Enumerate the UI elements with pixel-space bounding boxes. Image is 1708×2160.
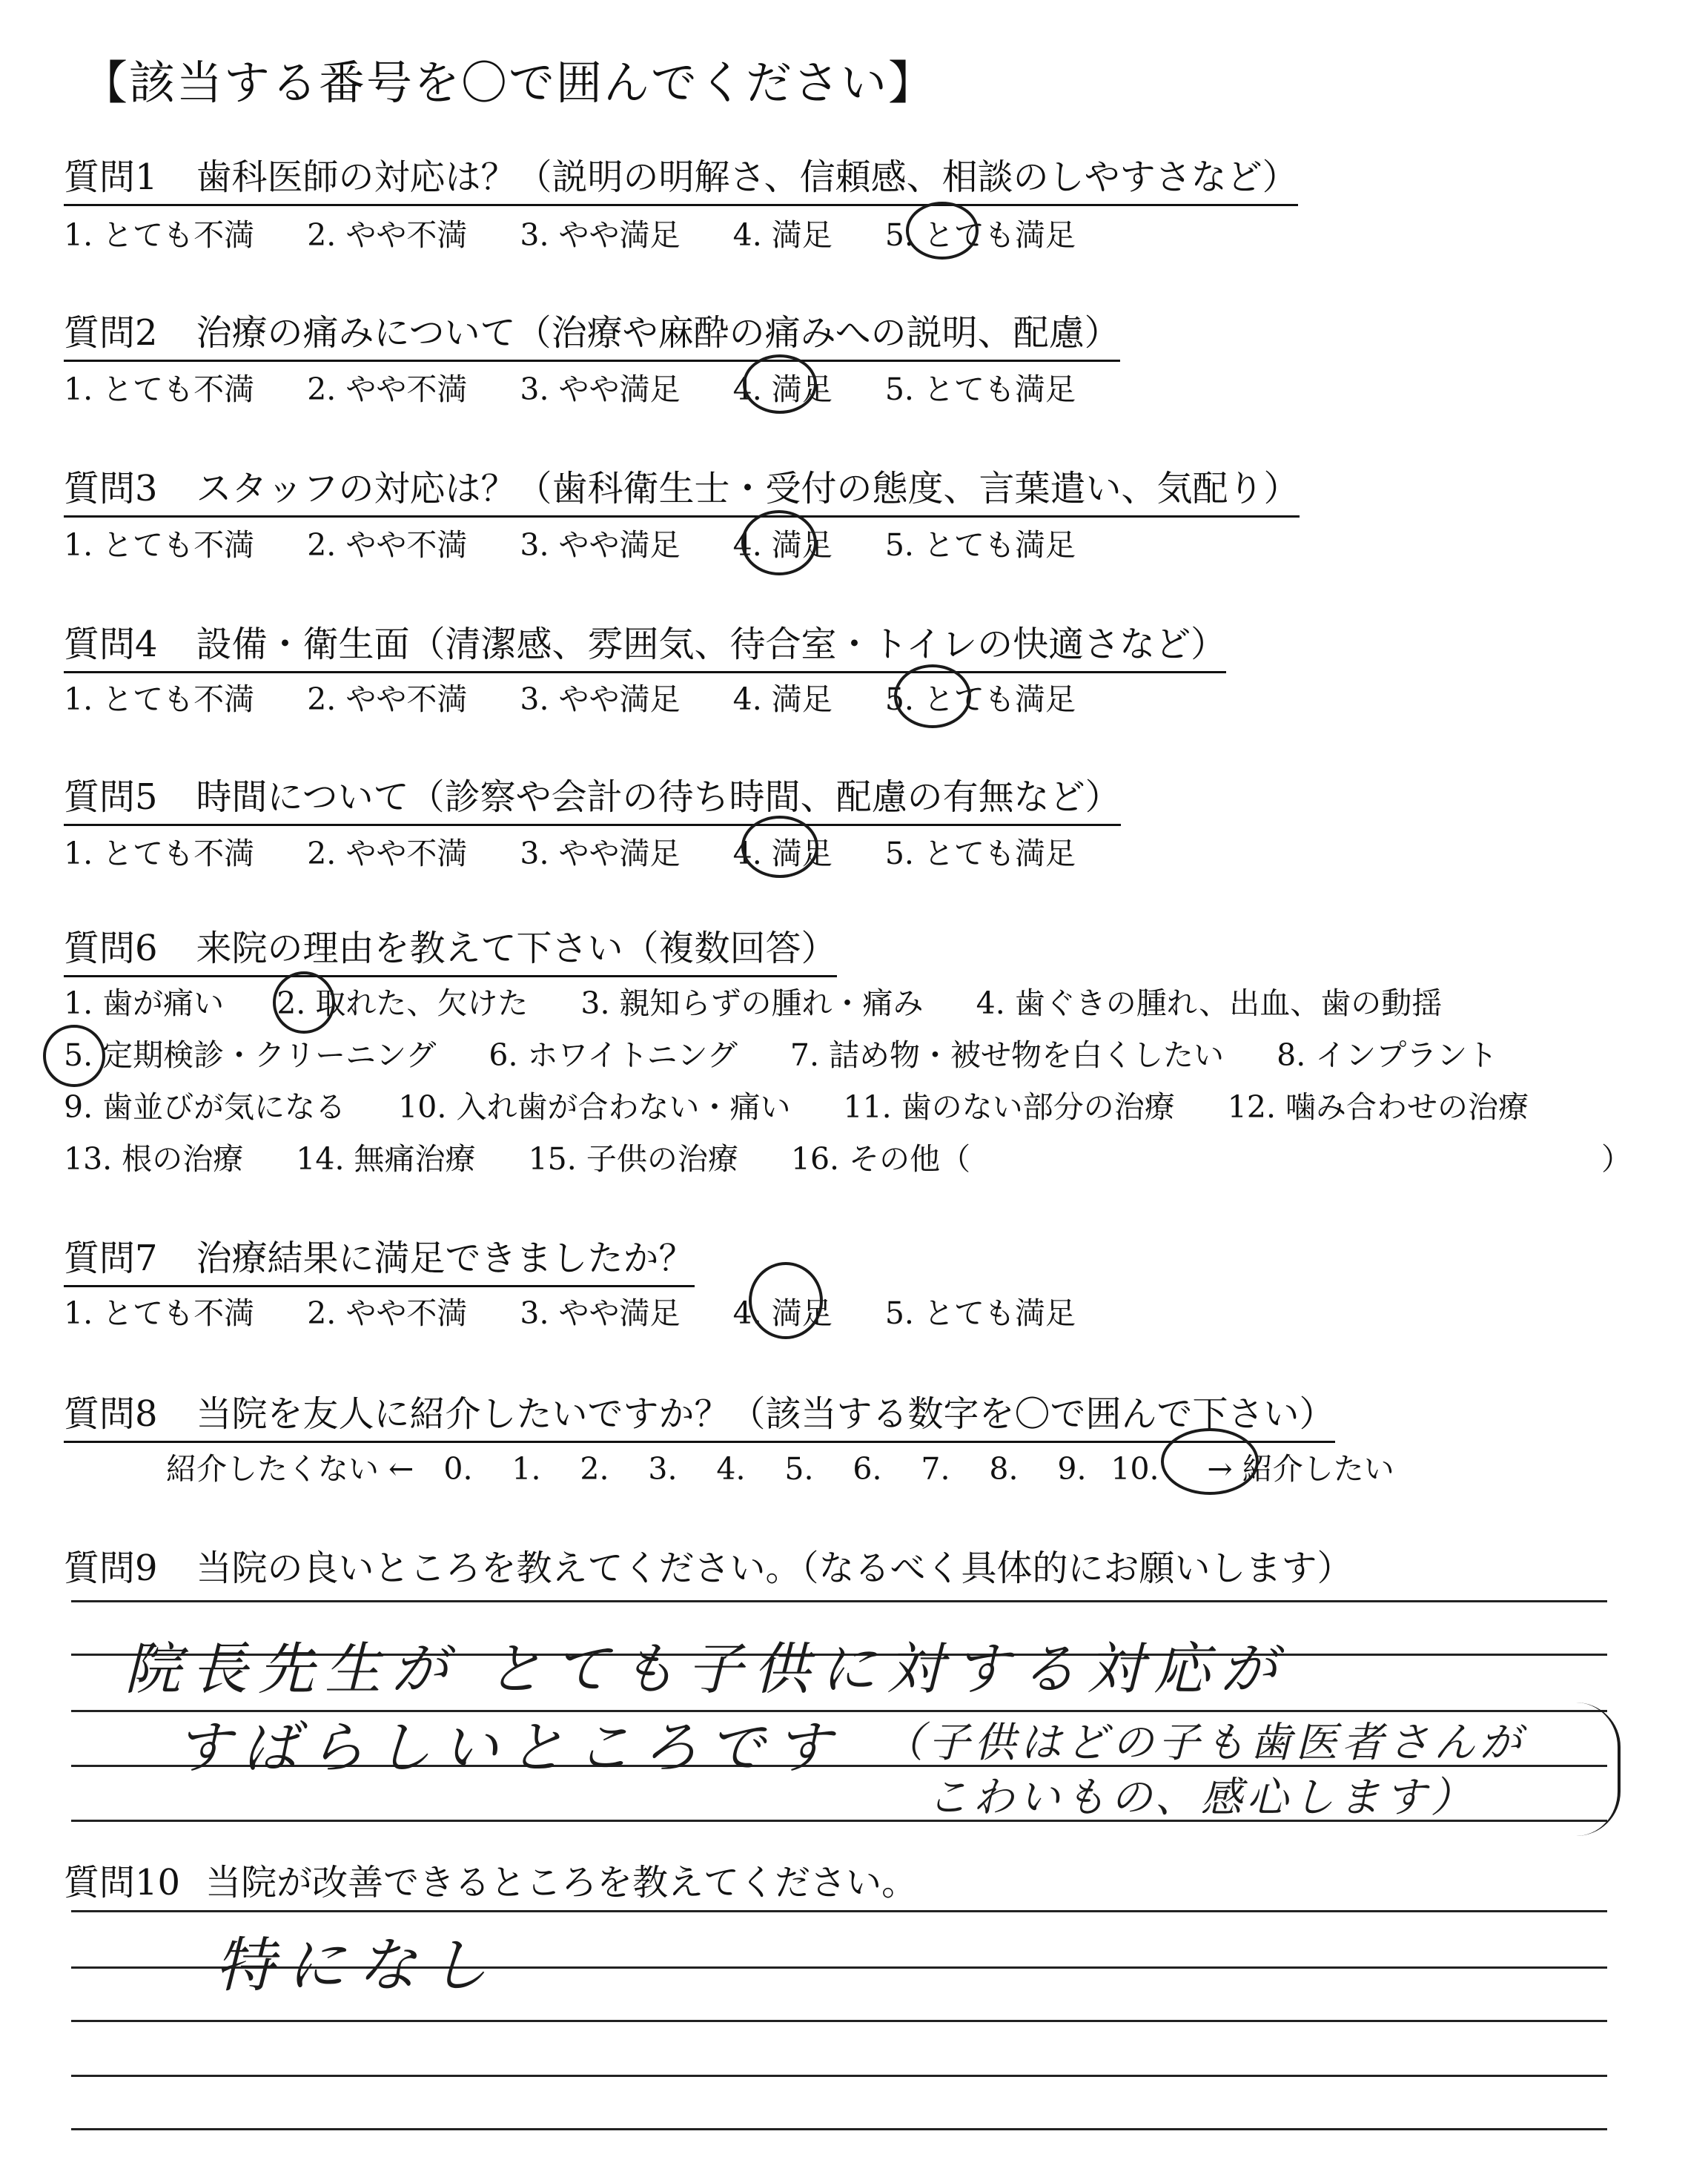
question-10-heading [64, 1854, 917, 1905]
q4-option-2[interactable]: 2. やや不満 [307, 681, 468, 717]
question-6-heading [64, 919, 837, 977]
q6-reason-15[interactable]: 15. 子供の治療 [528, 1141, 738, 1177]
q6-reason-7[interactable]: 7. 詰め物・被せ物を白くしたい [790, 1037, 1225, 1073]
question-3-options [64, 521, 1119, 564]
q6-reason-11[interactable]: 11. 歯のない部分の治療 [843, 1089, 1175, 1125]
q6-other-close-paren: ） [1601, 1141, 1632, 1177]
q6-reason-1[interactable]: 1. 歯が痛い [64, 985, 225, 1021]
q6-reason-13[interactable]: 13. 根の治療 [64, 1141, 244, 1177]
question-4-heading [64, 615, 1226, 673]
question-3-label: 質問3 [64, 468, 158, 509]
q2-option-4[interactable]: 4. 満足 [732, 371, 833, 407]
question-7-heading [64, 1229, 695, 1287]
q6-reason-14[interactable]: 14. 無痛治療 [296, 1141, 476, 1177]
form-title: 【該当する番号を〇で囲んでください】 [82, 56, 936, 110]
q8-scale-1[interactable]: 1. [512, 1451, 541, 1487]
q5-option-3[interactable]: 3. やや満足 [520, 836, 681, 871]
q6-reasons-line-1 [64, 979, 1485, 1023]
question-3-text: スタッフの対応は？（歯科衛生士・受付の態度、言葉遣い、気配り） [196, 468, 1300, 509]
question-2-label: 質問2 [64, 312, 158, 354]
q8-scale-4[interactable]: 4. [716, 1451, 746, 1487]
q1-option-1[interactable]: 1. とても不満 [64, 217, 255, 253]
q5-option-4[interactable]: 4. 満足 [732, 836, 833, 871]
q9-handwritten-answer-4: こわいもの、感心します） [927, 1774, 1477, 1822]
q6-reason-2[interactable]: 2. 取れた、欠けた [277, 985, 529, 1021]
q1-option-5[interactable]: 5. とても満足 [884, 217, 1076, 253]
q8-scale-9[interactable]: 9. [1057, 1451, 1087, 1487]
q2-option-1[interactable]: 1. とても不満 [64, 371, 255, 407]
q1-option-4[interactable]: 4. 満足 [732, 217, 833, 253]
question-6-label: 質問6 [64, 928, 158, 969]
q8-left-label: 紹介したくない ← [166, 1451, 414, 1487]
q4-option-3[interactable]: 3. やや満足 [520, 681, 681, 717]
q7-option-1[interactable]: 1. とても不満 [64, 1295, 255, 1331]
question-4-options [64, 675, 1119, 719]
q6-reason-5[interactable]: 5. 定期検診・クリーニング [64, 1037, 437, 1073]
question-7-text: 治療結果に満足できましたか？ [196, 1238, 695, 1279]
q3-option-4[interactable]: 4. 満足 [732, 527, 833, 563]
question-6-text: 来院の理由を教えて下さい（複数回答） [196, 928, 837, 969]
question-4-text: 設備・衛生面（清潔感、雰囲気、待合室・トイレの快適さなど） [196, 624, 1227, 665]
q6-other-input[interactable] [1022, 1135, 1585, 1173]
question-2-options [64, 365, 1119, 409]
question-1-label: 質問1 [64, 156, 158, 198]
question-2-text: 治療の痛みについて（治療や麻酔の痛みへの説明、配慮） [196, 312, 1120, 354]
q2-option-3[interactable]: 3. やや満足 [520, 371, 681, 407]
question-5-text: 時間について（診察や会計の待ち時間、配慮の有無など） [196, 776, 1121, 818]
q6-reason-3[interactable]: 3. 親知らずの腫れ・痛み [580, 985, 924, 1021]
q5-option-5[interactable]: 5. とても満足 [884, 836, 1076, 871]
question-2-heading [64, 304, 1120, 362]
q6-reason-12[interactable]: 12. 噛み合わせの治療 [1227, 1089, 1529, 1125]
q6-reasons-line-2 [64, 1031, 1540, 1074]
q5-option-2[interactable]: 2. やや不満 [307, 836, 468, 871]
question-8-heading [64, 1385, 1335, 1443]
question-7-options [64, 1289, 1119, 1332]
question-8-text: 当院を友人に紹介したいですか？（該当する数字を〇で囲んで下さい） [196, 1393, 1335, 1435]
q10-answer-line-4 [71, 2075, 1607, 2077]
question-5-label: 質問5 [64, 776, 158, 818]
question-5-options [64, 829, 1119, 873]
q8-scale-10[interactable]: 10. [1110, 1451, 1159, 1487]
q9-handwritten-answer-1: 院長先生が とても子供に対する対応が [125, 1636, 1288, 1702]
question-4-label: 質問4 [64, 624, 158, 665]
question-7-label: 質問7 [64, 1238, 158, 1279]
question-3-heading [64, 460, 1300, 518]
q6-reason-8[interactable]: 8. インプラント [1277, 1037, 1498, 1073]
q3-option-1[interactable]: 1. とても不満 [64, 527, 255, 563]
q3-option-2[interactable]: 2. やや不満 [307, 527, 468, 563]
question-1-text: 歯科医師の対応は？（説明の明解さ、信頼感、相談のしやすさなど） [196, 156, 1298, 198]
q8-scale-0[interactable]: 0. [443, 1451, 473, 1487]
q2-option-2[interactable]: 2. やや不満 [307, 371, 468, 407]
q7-option-4[interactable]: 4. 満足 [732, 1295, 833, 1331]
q6-reasons-line-4 [64, 1135, 970, 1178]
q4-option-4[interactable]: 4. 満足 [732, 681, 833, 717]
q8-scale-7[interactable]: 7. [921, 1451, 950, 1487]
q1-option-2[interactable]: 2. やや不満 [307, 217, 468, 253]
q4-option-5[interactable]: 5. とても満足 [884, 681, 1076, 717]
q10-answer-line-1 [71, 1910, 1607, 1912]
q6-reason-9[interactable]: 9. 歯並びが気になる [64, 1089, 346, 1125]
q9-handwritten-close-paren [1566, 1702, 1621, 1836]
q3-option-3[interactable]: 3. やや満足 [520, 527, 681, 563]
q8-scale-2[interactable]: 2. [580, 1451, 609, 1487]
q6-reason-4[interactable]: 4. 歯ぐきの腫れ、出血、歯の動揺 [976, 985, 1443, 1021]
question-9-text: 当院の良いところを教えてください。（なるべく具体的にお願いします） [196, 1548, 1353, 1589]
question-10-text: 当院が改善できるところを教えてください。 [205, 1862, 918, 1903]
q4-option-1[interactable]: 1. とても不満 [64, 681, 255, 717]
q10-answer-line-3 [71, 2020, 1607, 2022]
q3-option-5[interactable]: 5. とても満足 [884, 527, 1076, 563]
q9-handwritten-answer-2: すばらしいところです [175, 1714, 842, 1780]
question-5-heading [64, 768, 1121, 826]
q10-answer-line-5 [71, 2128, 1607, 2130]
question-9-label: 質問9 [64, 1548, 158, 1589]
q8-scale-3[interactable]: 3. [648, 1451, 678, 1487]
question-10-label: 質問10 [64, 1862, 181, 1903]
q6-reason-16[interactable]: 16. その他（ [790, 1141, 971, 1177]
q7-option-3[interactable]: 3. やや満足 [520, 1295, 681, 1331]
q10-handwritten-answer: 特になし [215, 1931, 500, 2000]
q7-option-2[interactable]: 2. やや不満 [307, 1295, 468, 1331]
q9-handwritten-answer-3: （子供はどの子も歯医者さんが [882, 1719, 1526, 1767]
q9-answer-line-1 [71, 1600, 1607, 1602]
question-8-label: 質問8 [64, 1393, 158, 1435]
q7-option-5[interactable]: 5. とても満足 [884, 1295, 1076, 1331]
q5-option-1[interactable]: 1. とても不満 [64, 836, 255, 871]
question-9-heading [64, 1539, 1353, 1591]
q8-scale-5[interactable]: 5. [784, 1451, 814, 1487]
q6-reasons-line-3 [64, 1083, 1572, 1126]
q8-right-label: → 紹介したい [1207, 1451, 1394, 1487]
q8-scale-row [166, 1444, 1394, 1488]
question-1-options [64, 211, 1119, 254]
q2-option-5[interactable]: 5. とても満足 [884, 371, 1076, 407]
q8-scale-8[interactable]: 8. [989, 1451, 1019, 1487]
q1-option-3[interactable]: 3. やや満足 [520, 217, 681, 253]
question-1-heading [64, 148, 1298, 206]
q6-reason-10[interactable]: 10. 入れ歯が合わない・痛い [398, 1089, 791, 1125]
q6-reason-6[interactable]: 6. ホワイトニング [489, 1037, 738, 1073]
q8-scale-6[interactable]: 6. [853, 1451, 882, 1487]
